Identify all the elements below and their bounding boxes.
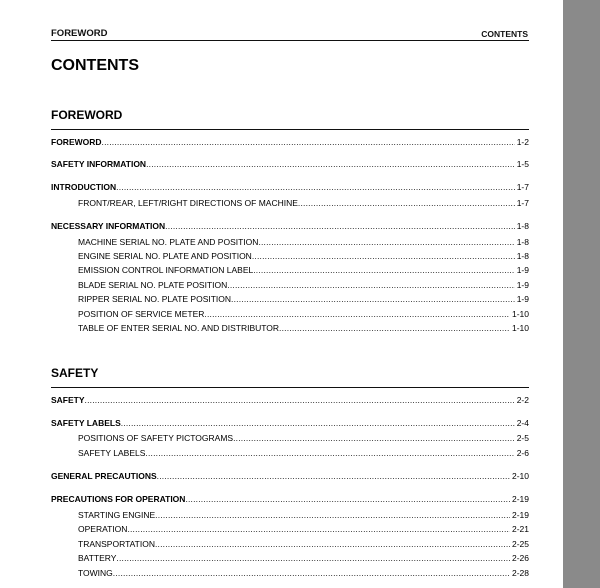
section-heading: SAFETY <box>51 366 99 380</box>
toc-subentry[interactable]: TRANSPORTATION ..... 2-25 <box>51 539 529 549</box>
section-heading: FOREWORD <box>51 108 123 122</box>
toc-subentry[interactable]: BLADE SERIAL NO. PLATE POSITION ..... 1-9 <box>51 280 529 290</box>
section-foreword <box>51 108 529 130</box>
toc-subentry[interactable]: TABLE OF ENTER SERIAL NO. AND DISTRIBUTOR ..... 1-10 <box>51 323 529 333</box>
toc-entry[interactable]: GENERAL PRECAUTIONS ..... 2-10 <box>51 471 529 481</box>
toc-subentry[interactable]: SAFETY LABELS ..... 2-6 <box>51 448 529 458</box>
toc-entry[interactable]: NECESSARY INFORMATION ..... 1-8 <box>51 221 529 231</box>
toc-subentry[interactable]: STARTING ENGINE ..... 2-19 <box>51 510 529 520</box>
running-header-left: FOREWORD <box>51 28 108 39</box>
toc-subentry[interactable]: BATTERY ..... 2-26 <box>51 553 529 563</box>
header-divider <box>51 40 529 41</box>
toc-entry[interactable]: PRECAUTIONS FOR OPERATION ..... 2-19 <box>51 494 529 504</box>
toc-entry[interactable]: SAFETY LABELS ..... 2-4 <box>51 418 529 428</box>
toc-entry[interactable]: SAFETY INFORMATION ..... 1-5 <box>51 159 529 169</box>
toc-subentry[interactable]: FRONT/REAR, LEFT/RIGHT DIRECTIONS OF MACHINE ..... 1-7 <box>51 198 529 208</box>
toc-subentry[interactable]: ENGINE SERIAL NO. PLATE AND POSITION ..... 1-8 <box>51 251 529 261</box>
section-divider <box>51 387 529 388</box>
section-safety <box>51 366 529 388</box>
toc-subentry[interactable]: TOWING ..... 2-28 <box>51 568 529 578</box>
toc-subentry[interactable]: POSITION OF SERVICE METER ..... 1-10 <box>51 309 529 319</box>
toc-subentry[interactable]: OPERATION ..... 2-21 <box>51 524 529 534</box>
running-header-right: CONTENTS <box>481 29 528 39</box>
toc-list-safety <box>51 395 529 585</box>
toc-list-foreword <box>51 137 529 337</box>
page-title: CONTENTS <box>51 57 139 74</box>
toc-subentry[interactable]: EMISSION CONTROL INFORMATION LABEL ..... 1-9 <box>51 265 529 275</box>
toc-entry[interactable]: SAFETY ..... 2-2 <box>51 395 529 405</box>
toc-entry[interactable]: INTRODUCTION ..... 1-7 <box>51 182 529 192</box>
toc-subentry[interactable]: MACHINE SERIAL NO. PLATE AND POSITION ..... 1-8 <box>51 237 529 247</box>
toc-subentry[interactable]: RIPPER SERIAL NO. PLATE POSITION ..... 1-9 <box>51 294 529 304</box>
toc-subentry[interactable]: POSITIONS OF SAFETY PICTOGRAMS ..... 2-5 <box>51 433 529 443</box>
toc-entry[interactable]: FOREWORD ..... 1-2 <box>51 137 529 147</box>
section-divider <box>51 129 529 130</box>
